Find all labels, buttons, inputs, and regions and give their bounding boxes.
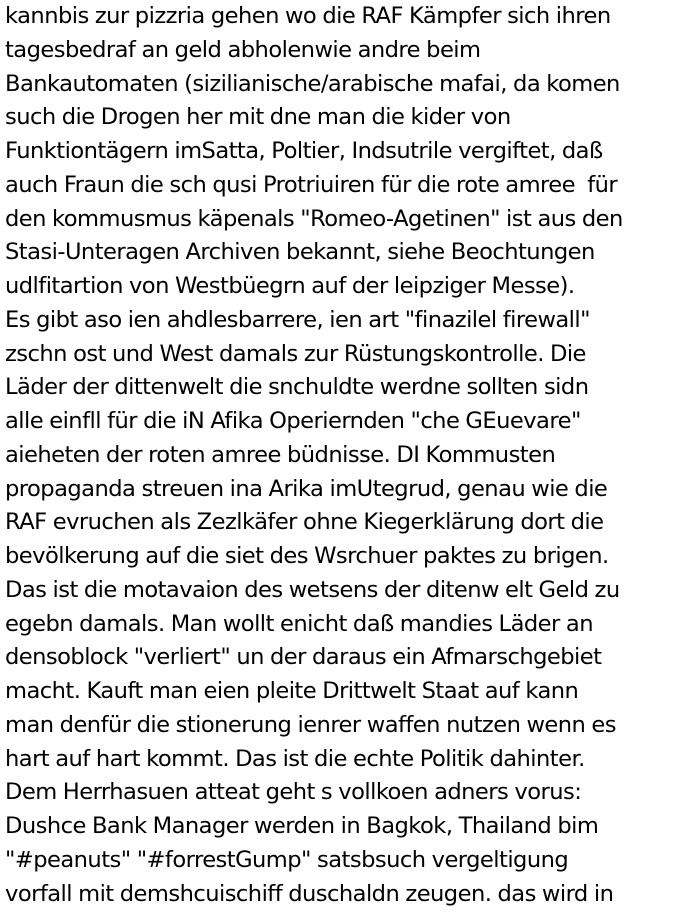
- text-line-16: RAF evruchen als Zezlkäfer ohne Kiegerklärung dort die: [5, 509, 604, 536]
- text-line-26: "#peanuts" "#forrestGump" satsbsuch vergeltigung: [5, 846, 569, 873]
- text-line-23: hart auf hart kommt. Das ist die echte Politik dahinter.: [5, 745, 585, 772]
- text-line-27: vorfall mit demshcuischiff duschaldn zeugen. das wird in: [5, 880, 614, 907]
- text-line-12: Läder der dittenwelt die snchuldte werdne sollten sidn: [5, 374, 589, 401]
- text-line-21: macht. Kauft man eien pleite Drittwelt Staat auf kann: [5, 678, 579, 704]
- text-line-10: Es gibt aso ien ahdlesbarrere, ien art "finazilel firewall": [5, 306, 590, 333]
- text-line-8: Stasi-Unteragen Archiven bekannt, siehe Beochtungen: [5, 239, 595, 266]
- text-line-2: tagesbedraf an geld abholenwie andre beim: [5, 36, 481, 63]
- text-line-13: alle einfll für die iN Afika Operiernden "che GEuevare": [5, 408, 581, 434]
- text-line-18: Das ist die motavaion des wetsens der ditenw elt Geld zu: [5, 576, 620, 603]
- text-line-22: man denfür die stionerung ienrer waffen nutzen wenn es: [5, 711, 616, 738]
- text-line-17: bevölkerung auf die siet des Wsrchuer paktes zu brigen.: [5, 543, 609, 569]
- text-line-24: Dem Herrhasuen atteat geht s vollkoen adners vorus:: [5, 779, 582, 806]
- text-line-5: Funktiontägern imSatta, Poltier, Indsutrile vergiftet, daß: [5, 138, 603, 164]
- text-line-25: Dushce Bank Manager werden in Bagkok, Thailand bim: [5, 813, 599, 839]
- text-line-9: udlfitartion von Westbüegrn auf der leipziger Messe).: [5, 273, 575, 299]
- text-line-3: Bankautomaten (sizilianische/arabische mafai, da komen: [5, 70, 620, 97]
- text-line-4: such die Drogen her mit dne man die kider von: [5, 104, 511, 131]
- text-line-1: kannbis zur pizzria gehen wo die RAF Kämpfer sich ihren: [5, 3, 611, 29]
- text-line-6: auch Fraun die sch qusi Protriuiren für die rote amree für: [5, 171, 618, 198]
- text-line-14: aieheten der roten amree büdnisse. DI Kommusten: [5, 441, 556, 468]
- text-line-15: propaganda streuen ina Arika imUtegrud, genau wie die: [5, 475, 608, 502]
- body-text: [5, 0, 684, 911]
- text-line-7: den kommusmus käpenals "Romeo-Agetinen" ist aus den: [5, 205, 623, 232]
- text-line-20: densoblock "verliert" un der daraus ein Afmarschgebiet: [5, 644, 602, 671]
- text-line-19: egebn damals. Man wollt enicht daß mandies Läder an: [5, 610, 593, 637]
- text-line-11: zschn ost und West damals zur Rüstungskontrolle. Die: [5, 340, 586, 367]
